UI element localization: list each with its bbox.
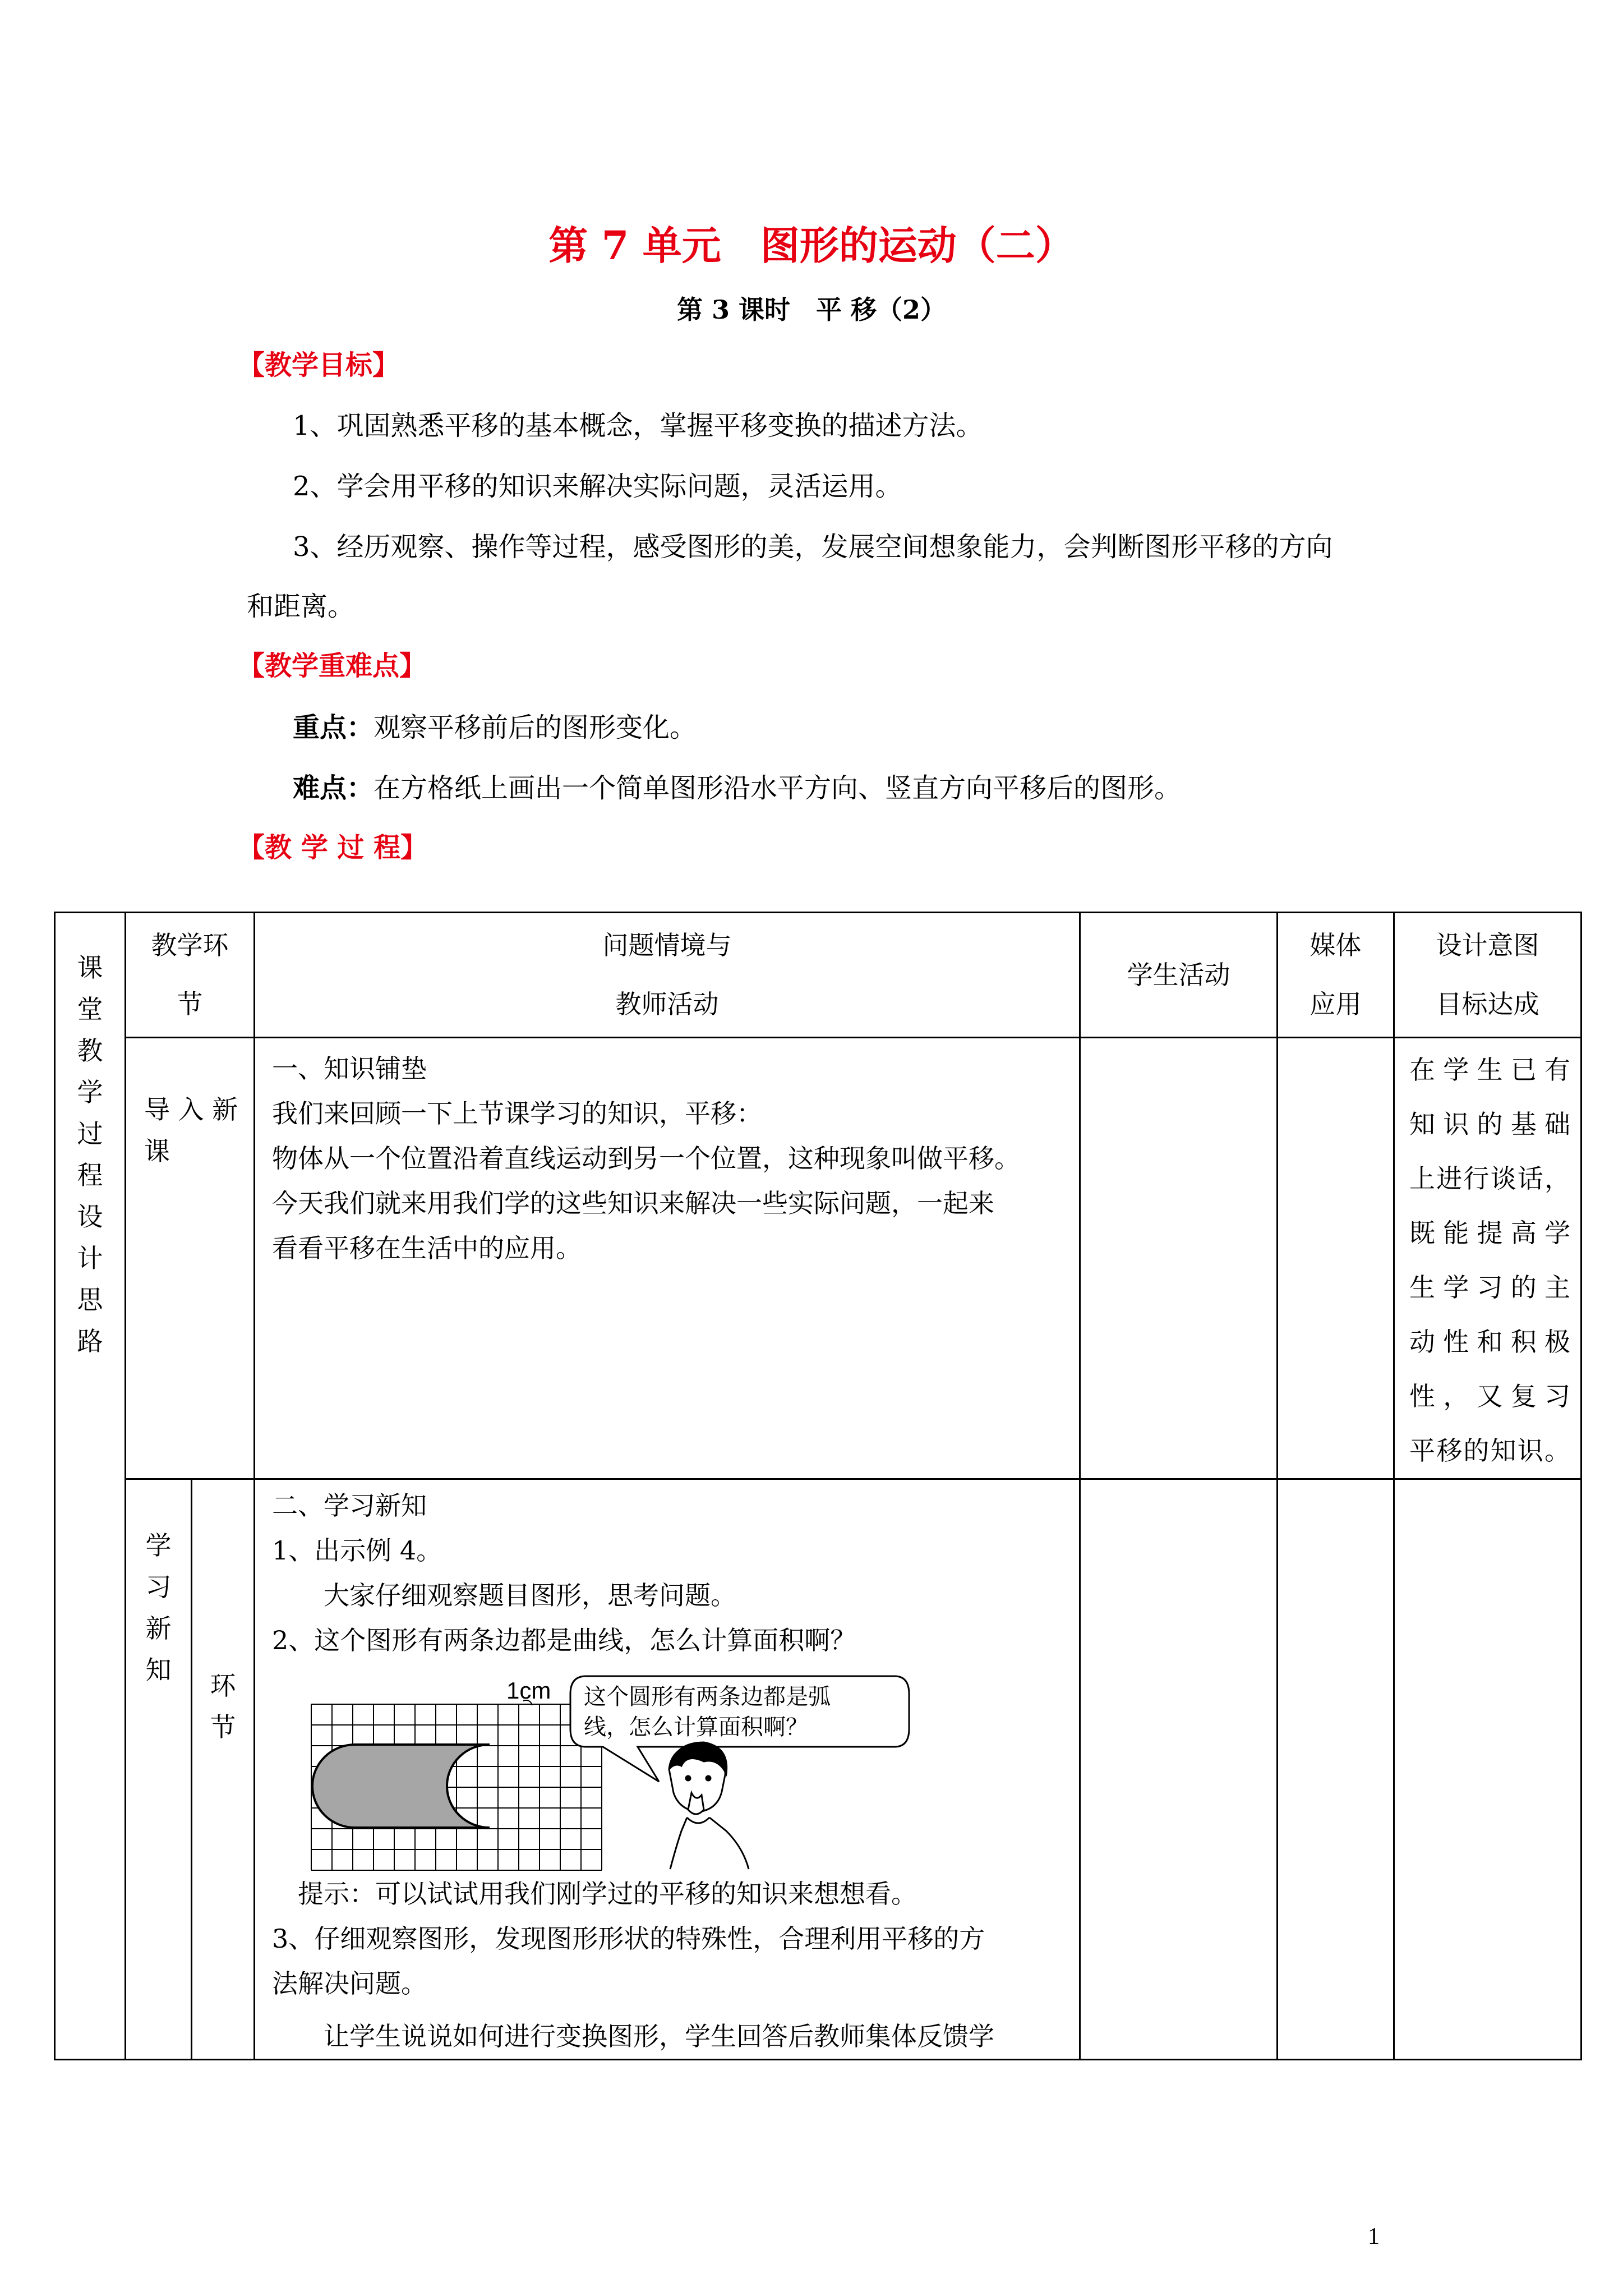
- lesson-plan-table: [54, 912, 1582, 2060]
- bubble-text: 这个圆形有两条边都是弧 线，怎么计算面积啊？: [584, 1684, 831, 1740]
- goals-heading: 【教学目标】: [238, 349, 400, 381]
- student-activity-intro: [1080, 1038, 1278, 1479]
- boy-illustration: [669, 1742, 749, 1869]
- example-figure: [255, 1663, 1079, 1883]
- unit-label: 1cm: [506, 1677, 551, 1704]
- difficult-point-text: 在方格纸上画出一个简单图形沿水平方向、竖直方向平移后的图形。: [374, 772, 1182, 804]
- header-design-intent: 设计意图 目标达成: [1394, 913, 1581, 1038]
- header-stage: 教学环 节: [126, 913, 255, 1038]
- header-student-activity: 学生活动: [1080, 913, 1278, 1038]
- goal-item: 3、经历观察、操作等过程，感受图形的美，发展空间想象能力，会判断图形平移的方向: [293, 531, 1333, 563]
- lesson-subtitle: 第 3 课时 平 移（2）: [676, 295, 947, 325]
- goal-item: 和距离。: [247, 591, 355, 622]
- difficult-point-label: 难点：: [293, 772, 374, 804]
- header-teacher-activity: 问题情境与 教师活动: [255, 913, 1080, 1038]
- stage-intro: 导 入 新 课: [126, 1038, 255, 1479]
- teacher-activity-new: 二、学习新知 1、出示例 4。 大家仔细观察题目图形，思考问题。 2、这个图形有两条边都是曲线，怎么计算面积啊？ 1cm 这个圆形有两条边都是弧 线，怎么计算面积啊？ 提示：可以试试用我们刚学过的平移的知识来想想看。 3、仔细观察图形，发现图形形状的特殊性，合理利用平移的方 法解决问题。 让学生说说如何进行变换图形，学生回答后教师集体反馈学: [255, 1479, 1080, 2060]
- goal-item: 2、学会用平移的知识来解决实际问题，灵活运用。: [293, 471, 902, 502]
- stage-segment: 环 节: [192, 1479, 255, 2060]
- shaded-shape: [312, 1745, 490, 1828]
- page-title: 第 7 单元 图形的运动（二）: [548, 222, 1075, 269]
- teacher-activity-intro: 一、知识铺垫 我们来回顾一下上节课学习的知识，平移： 物体从一个位置沿着直线运动到另一个位置，这种现象叫做平移。 今天我们就来用我们学的这些知识来解决一些实际问题，一起来 看看平移在生活中的应用。: [255, 1038, 1080, 1479]
- student-activity-new: [1080, 1479, 1278, 2060]
- design-intent-new: [1394, 1479, 1581, 2060]
- stage-new-knowledge: 学 习 新 知: [126, 1479, 192, 2060]
- header-media: 媒体 应用: [1278, 913, 1394, 1038]
- process-heading: 【教 学 过 程】: [238, 832, 428, 863]
- design-intent-intro: 在学生已有 知识的基础 上进行谈话， 既能提高学 生学习的主 动性和积极 性，又复习 平移的知识。: [1394, 1038, 1581, 1479]
- goal-item: 1、巩固熟悉平移的基本概念，掌握平移变换的描述方法。: [293, 410, 983, 441]
- side-label: 课 堂 教 学 过 程 设 计 思 路: [55, 913, 126, 2060]
- key-points-heading: 【教学重难点】: [238, 650, 427, 682]
- media-new: [1278, 1479, 1394, 2060]
- key-point-text: 观察平移前后的图形变化。: [374, 712, 697, 743]
- key-point-label: 重点：: [293, 712, 374, 743]
- media-intro: [1278, 1038, 1394, 1479]
- page-number: 1: [1368, 2224, 1380, 2249]
- difficult-point: [293, 766, 1181, 805]
- key-point: [293, 706, 697, 744]
